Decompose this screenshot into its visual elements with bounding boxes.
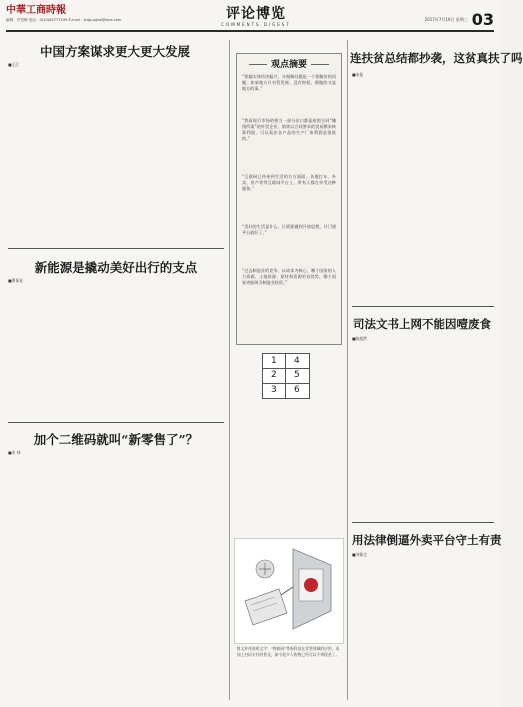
article-6-col-1 <box>352 552 420 700</box>
editor-contact: 编辑：许雪梅 电话：(010)63777195 E-mail：zhgs-xgbz@sina.com <box>6 18 122 22</box>
headline-4: 连扶贫总结都抄袭，这贫真扶了吗 <box>350 51 523 65</box>
center-column-text <box>234 404 342 532</box>
opinion-item: “要搞实体经济振兴，分税制问题是一个要解决的问题，如果地方只有管发展、没有财权，那做的又是地方的事。” <box>242 74 336 91</box>
opinion-item: “互联网已经来到生活的方方面面，各地打车、外卖、房产等等互联网平台上，所有人都在享受这种服务。” <box>242 174 336 191</box>
masthead <box>6 6 494 32</box>
byline-3: ■木 林 <box>8 450 21 455</box>
section-title-cn: 评论博览 <box>226 6 286 22</box>
headline-6: 用法律倒逼外卖平台守土有责 <box>352 533 502 547</box>
headline-3: 加个二维码就叫“新零售了”？ <box>33 432 199 447</box>
divider <box>8 248 224 249</box>
opinion-item: “美好的生活是什么，只需要做到开放思想，开门建平台就好了。” <box>242 224 336 235</box>
illustration-graphic <box>235 539 343 643</box>
grid-number: 2 <box>271 370 277 380</box>
article-6-col-2 <box>424 552 494 700</box>
headline-1: 中国方案谋求更大更大发展 <box>39 44 190 59</box>
opinion-item: “我看现行市场的相当一部分出口都是按照合同“赚钱所需”的外贸企业，如果以合同要求的贸易额来核算利润，可以看出各产品的生产厂家利润是很低的。” <box>242 118 336 141</box>
section-title <box>196 7 316 27</box>
article-2-col-2 <box>117 278 223 418</box>
opinion-summary-box <box>236 53 342 345</box>
divider <box>8 422 224 423</box>
article-4-col-2 <box>424 72 494 304</box>
opinion-item: “过去制造业的竞争，以成本为核心，哪个国家的人力资源、土地资源、原材料资源更具优势，哪个国家更能吸引制造业投资。” <box>242 268 336 285</box>
article-4-col-1 <box>352 72 420 304</box>
article-5-col-2 <box>424 336 494 520</box>
byline-4: ■本报 <box>352 72 364 77</box>
article-1-col-2 <box>117 62 223 246</box>
byline-5: ■陈超然 <box>352 336 367 341</box>
divider <box>352 522 494 523</box>
article-2-col-1 <box>8 278 111 418</box>
illustration <box>234 538 344 644</box>
masthead-right <box>425 12 494 28</box>
divider <box>229 40 230 700</box>
divider <box>352 306 494 307</box>
grid-number: 6 <box>294 385 300 395</box>
article-1-col-1 <box>8 62 111 246</box>
headline-5: 司法文书上网不能因噎废食 <box>353 317 491 331</box>
grid-number: 1 <box>271 356 277 366</box>
illustration-caption: 图文并茂说明文字：“物联网”等新科技在零售领域的应用，再加上扫码支付的普及，如今很多人购物已经可以不带现金了。 <box>236 646 340 657</box>
grid-number: 4 <box>294 356 300 366</box>
headline-2: 新能源是撬动美好出行的支点 <box>34 260 198 275</box>
issue-date: 2017年7月19日 星期三 <box>424 17 468 22</box>
byline-2: ■曹保星 <box>8 278 23 283</box>
grid-number: 5 <box>294 370 300 380</box>
article-3-col-1 <box>8 450 111 698</box>
byline-6: ■刘保全 <box>352 552 367 557</box>
byline-1: ■王江 <box>8 62 20 67</box>
section-title-en: COMMENTS DIGEST <box>221 22 291 27</box>
paper-name: 中華工商時報 <box>6 5 66 16</box>
opinion-summary-title: 观点摘要 <box>237 57 341 70</box>
page-number: 03 <box>471 10 494 29</box>
grid-number: 3 <box>271 385 277 395</box>
number-grid <box>262 353 310 399</box>
masthead-left <box>6 6 121 23</box>
article-3-col-2 <box>117 450 223 698</box>
article-5-col-1 <box>352 336 420 520</box>
divider <box>347 40 348 700</box>
